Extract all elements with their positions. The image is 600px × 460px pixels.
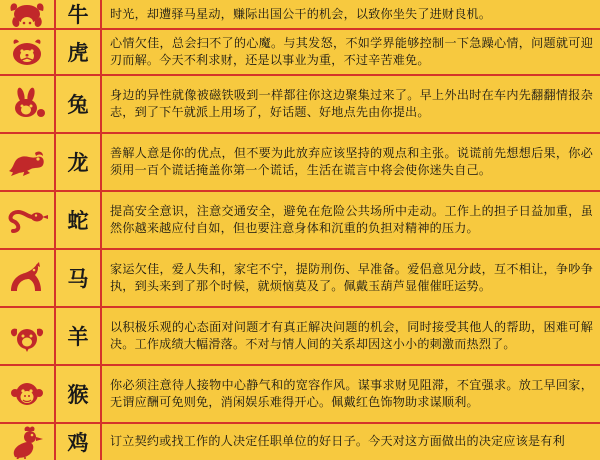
dragon-icon [5,145,49,179]
table-row [0,250,600,308]
zodiac-text-cell [102,308,600,364]
zodiac-name: 牛 [67,2,89,27]
zodiac-name-cell [56,308,102,364]
zodiac-icon-cell [0,308,56,364]
ox-icon [5,0,49,31]
zodiac-name-cell [56,30,102,74]
zodiac-name: 马 [67,266,89,291]
zodiac-icon-cell [0,424,56,460]
zodiac-name: 猴 [67,382,89,407]
table-row [0,0,600,30]
zodiac-text-cell [102,0,600,28]
fortune-text: 你必须注意待人接物中心静气和的宽容作风。谋事求财见阻滞，不宜强求。放工早回家，无谓应酬可免则免，消闲娱乐难得开心。佩戴红色饰物助求谋顺利。 [110,377,593,409]
zodiac-name-cell [56,134,102,190]
zodiac-name: 羊 [67,324,89,349]
zodiac-text-cell [102,76,600,132]
zodiac-text-cell [102,30,600,74]
rooster-icon [5,425,49,459]
monkey-icon [5,377,49,411]
table-row [0,424,600,460]
zodiac-icon-cell [0,30,56,74]
zodiac-name-cell [56,76,102,132]
zodiac-name-cell [56,0,102,28]
table-row [0,134,600,192]
goat-icon [5,319,49,353]
zodiac-name-cell [56,192,102,248]
zodiac-name: 蛇 [67,208,89,233]
fortune-text: 以积极乐观的心态面对问题才有真正解决问题的机会，同时接受其他人的帮助，困难可解决。工作成绩大幅滑落。不对与情人间的关系却因这小小的刺激而热烈了。 [110,319,593,351]
zodiac-icon-cell [0,366,56,422]
horse-icon [5,261,49,295]
table-row [0,76,600,134]
zodiac-icon-cell [0,76,56,132]
zodiac-icon-cell [0,134,56,190]
zodiac-text-cell [102,192,600,248]
zodiac-name: 兔 [67,92,89,117]
zodiac-text-cell [102,134,600,190]
fortune-text: 订立契约或找工作的人决定任职单位的好日子。今天对这方面做出的决定应该是有利 [110,434,565,449]
fortune-text: 善解人意是你的优点，但不要为此放弃应该坚持的观点和主张。说谎前先想想后果，你必须用一百个谎话掩盖你第一个谎话，生活在谎言中将会使你迷失自己。 [110,145,593,177]
zodiac-name: 虎 [67,40,89,65]
zodiac-name-cell [56,424,102,460]
table-row [0,30,600,76]
rabbit-icon [5,87,49,121]
table-row [0,192,600,250]
fortune-text: 提高安全意识，注意交通安全，避免在危险公共场所中走动。工作上的担子日益加重，虽然你越来越应付自如，但也要注意身体和沉重的负担对精神的压力。 [110,203,593,235]
table-row [0,366,600,424]
fortune-text: 身边的异性就像被磁铁吸到一样都往你这边聚集过来了。早上外出时在车内先翻翻情报杂志，到了下午就派上用场了，好话题、好地点先由你提出。 [110,87,593,119]
zodiac-text-cell [102,250,600,306]
zodiac-text-cell [102,424,600,460]
zodiac-name: 龙 [67,150,89,175]
zodiac-name-cell [56,250,102,306]
zodiac-name-cell [56,366,102,422]
zodiac-text-cell [102,366,600,422]
zodiac-icon-cell [0,250,56,306]
snake-icon [5,203,49,237]
table-row [0,308,600,366]
zodiac-icon-cell [0,192,56,248]
zodiac-name: 鸡 [67,430,89,455]
tiger-icon [5,35,49,69]
zodiac-icon-cell [0,0,56,28]
fortune-text: 时光，却遭驿马星动，赚际出国公干的机会，以致你坐失了进财良机。 [110,7,492,21]
fortune-text: 家运欠佳，爱人失和，家宅不宁，提防刑伤、早准备。爱侣意见分歧，互不相让，争吵争执，到头来到了那个时候，就烦恼莫及了。佩戴玉葫芦显催催旺运势。 [110,261,593,293]
fortune-text: 心情欠佳，总会扫不了的心魔。与其发怒，不如学界能够控制一下急躁心情，问题就可迎刃而解。今天不利求财，还是以事业为重，不过辛苦难免。 [110,35,593,67]
